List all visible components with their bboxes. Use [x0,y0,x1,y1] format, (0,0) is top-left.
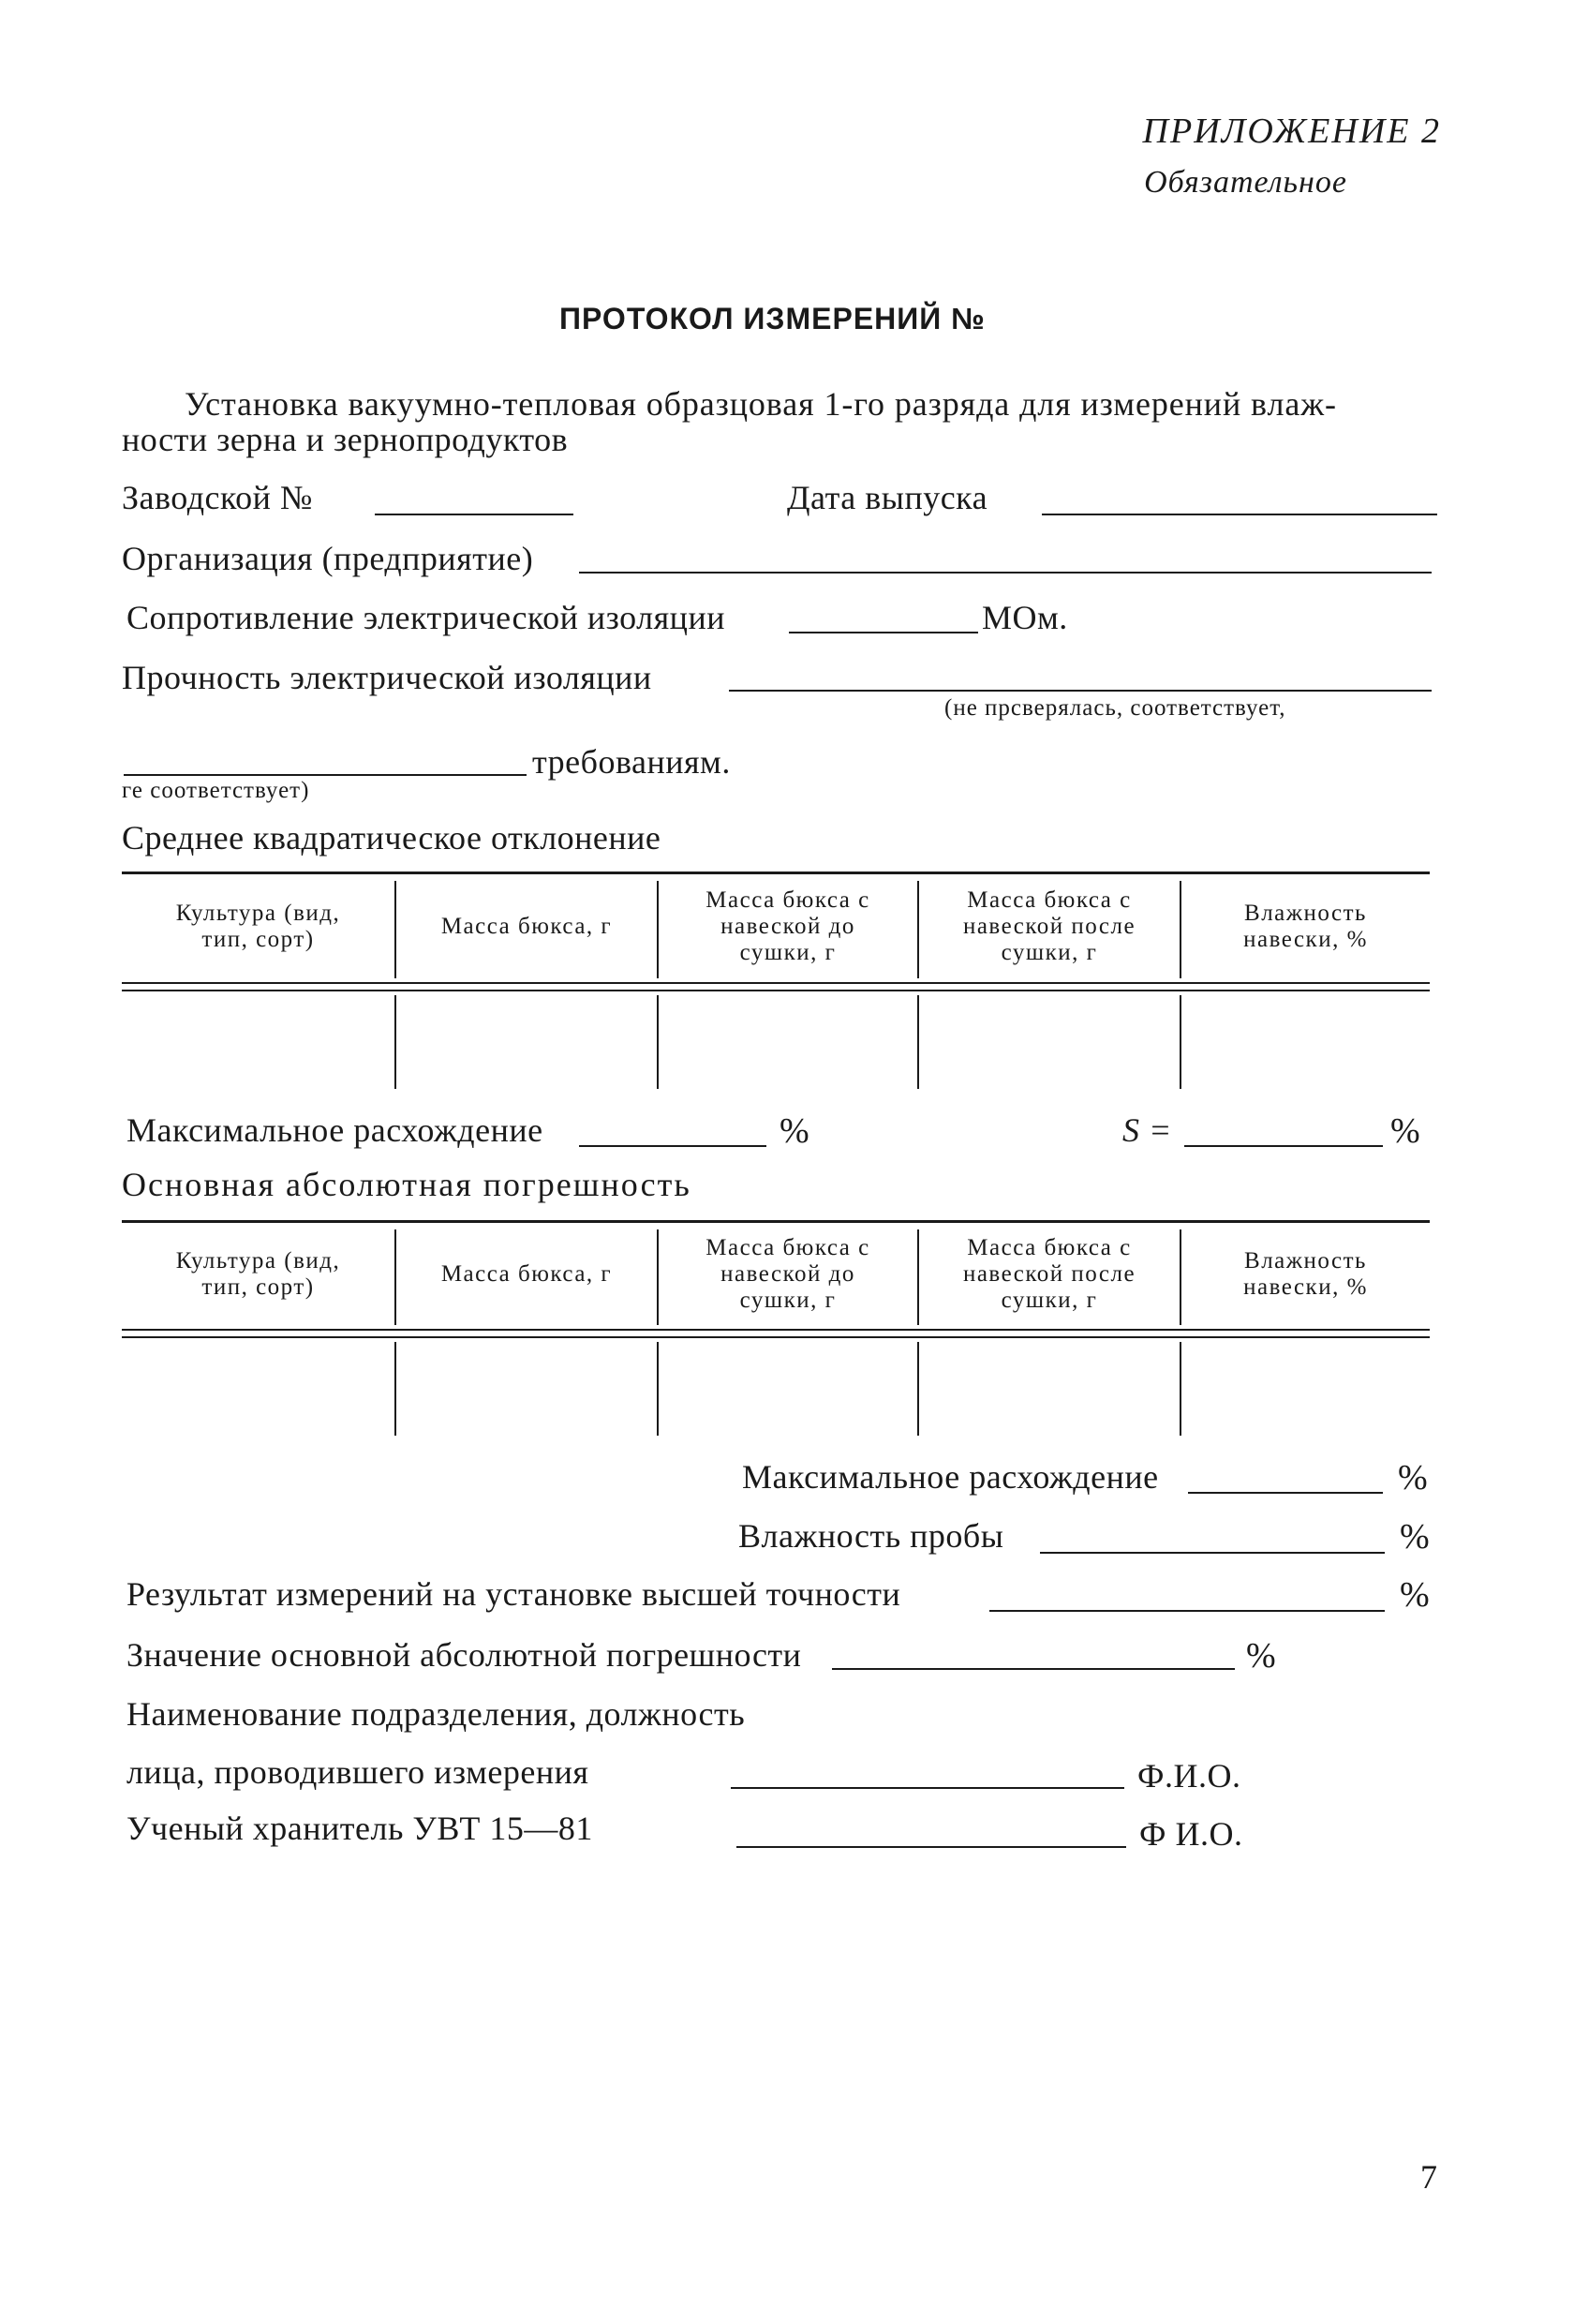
column-separator [657,1342,659,1436]
column-separator [1180,995,1181,1089]
serial-number-label: Заводской № [122,479,313,516]
high-accuracy-result-label: Результат измерений на установке высшей точности [126,1575,901,1613]
column-separator [394,995,396,1089]
custodian-signature-field[interactable] [736,1846,1126,1848]
column-separator [917,1342,919,1436]
max-difference-unit: % [780,1111,809,1151]
absolute-error-value-label: Значение основной абсолютной погрешности [126,1636,802,1674]
operator-fio-label: Ф.И.О. [1137,1757,1241,1795]
column-header-mass-before-drying: Масса бюкса с навеской до сушки, г [705,887,870,965]
department-label-line-1: Наименование подразделения, должность [126,1695,746,1733]
max-difference-2-label: Максимальное расхождение [742,1458,1159,1496]
column-header-culture: Культура (вид, тип, сорт) [175,1248,341,1300]
high-accuracy-result-field[interactable] [989,1610,1385,1612]
department-label-line-2: лица, проводившего измерения [126,1753,589,1791]
strength-note-bottom: ге соответствует) [122,778,310,803]
column-header-cup-mass: Масса бюкса, г [440,1261,613,1287]
custodian-label: Ученый хранитель УВТ 15—81 [126,1810,593,1847]
strength-field[interactable] [729,690,1432,692]
column-separator [917,995,919,1089]
resistance-label: Сопротивление электрической изоляции [126,599,725,636]
sample-moisture-field[interactable] [1040,1552,1385,1554]
mandatory-label: Обязательное [1144,165,1347,200]
intro-line-2: ности зерна и зернопродуктов [122,421,569,458]
serial-number-field[interactable] [375,514,573,515]
section1-title: Среднее квадратическое отклонение [122,819,661,857]
release-date-label: Дата выпуска [787,479,988,516]
max-difference-2-field[interactable] [1188,1492,1383,1494]
column-header-mass-before-drying: Масса бюкса с навеской до сушки, г [705,1235,870,1313]
strength-field-continued[interactable] [124,774,527,776]
custodian-fio-label: Ф И.О. [1139,1815,1243,1853]
strength-note-top: (не прсверялась, соответствует, [944,695,1286,721]
column-header-moisture: Влажность навески, % [1243,1248,1368,1300]
requirements-label: требованиям. [532,743,731,781]
column-separator [1180,1342,1181,1436]
column-separator [394,1342,396,1436]
page-number: 7 [1420,2158,1437,2196]
resistance-unit: МОм. [982,599,1068,636]
strength-label: Прочность электрической изоляции [122,659,652,696]
max-difference-field[interactable] [579,1145,766,1147]
max-difference-label: Максимальное расхождение [126,1111,543,1149]
column-header-cup-mass: Масса бюкса, г [440,914,613,939]
appendix-label: ПРИЛОЖЕНИЕ 2 [1142,112,1441,151]
resistance-field[interactable] [789,632,978,633]
sample-moisture-label: Влажность пробы [738,1517,1004,1555]
absolute-error-table [122,1220,1430,1438]
protocol-title: ПРОТОКОЛ ИЗМЕРЕНИЙ № [559,302,986,335]
column-header-culture: Культура (вид, тип, сорт) [175,901,341,952]
absolute-error-value-unit: % [1246,1636,1276,1676]
operator-signature-field[interactable] [731,1787,1124,1789]
absolute-error-value-field[interactable] [832,1668,1235,1670]
intro-line-1: Установка вакуумно-тепловая образцовая 1-го разряда для измерений влаж- [185,385,1337,423]
organization-field[interactable] [579,572,1432,574]
organization-label: Организация (предприятие) [122,540,534,577]
s-value-label: S = [1122,1111,1172,1149]
column-header-mass-after-drying: Масса бюкса с навеской после сушки, г [962,887,1136,965]
section2-title: Основная абсолютная погрешность [122,1166,691,1203]
max-difference-2-unit: % [1398,1458,1428,1497]
std-deviation-table [122,872,1430,1092]
s-value-unit: % [1390,1111,1420,1151]
s-value-field[interactable] [1184,1145,1383,1147]
release-date-field[interactable] [1042,514,1437,515]
column-header-moisture: Влажность навески, % [1243,901,1368,952]
column-separator [657,995,659,1089]
high-accuracy-result-unit: % [1400,1575,1430,1615]
sample-moisture-unit: % [1400,1517,1430,1557]
column-header-mass-after-drying: Масса бюкса с навеской после сушки, г [962,1235,1136,1313]
